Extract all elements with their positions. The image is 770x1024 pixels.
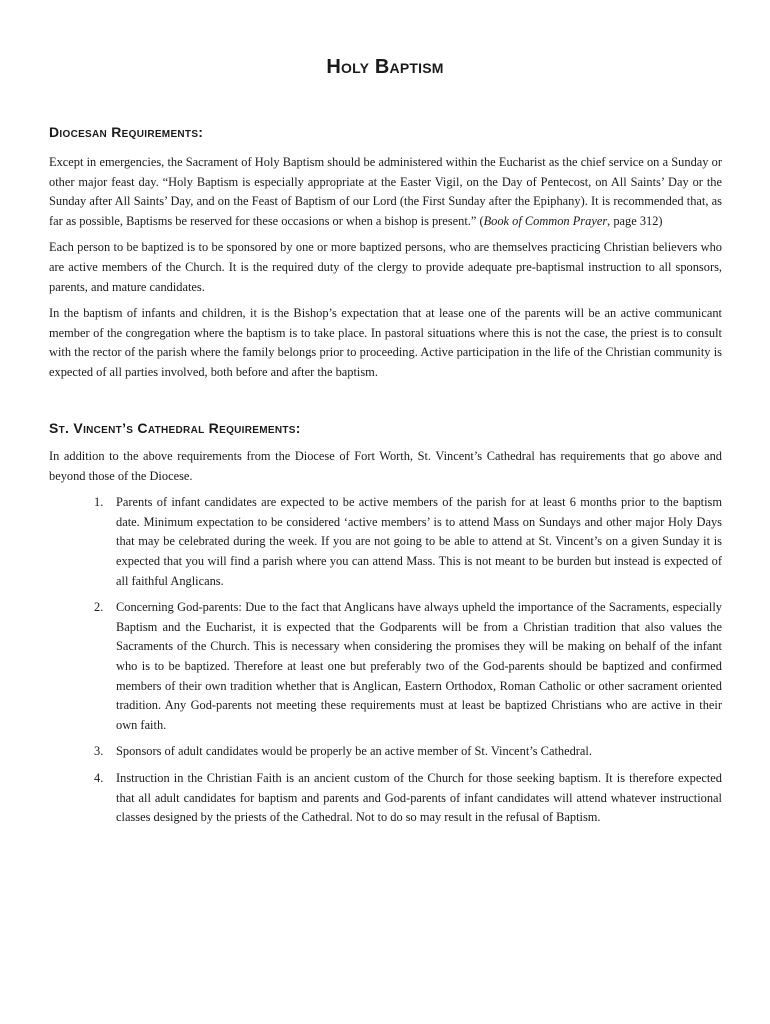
cathedral-heading: St. Vincent’s Cathedral Requirements: — [49, 420, 301, 436]
list-item-text: Instruction in the Christian Faith is an ancient custom of the Church for those seeking baptism. It is therefore expected that all adult candidates for baptism and parents and God-parents of infant candidates will attend whatever instructional classes designed by the priests of the Cathedral. Not to do so may result in the refusal of Baptism. — [116, 770, 722, 825]
requirements-list — [49, 493, 722, 828]
list-item-text: Parents of infant candidates are expected to be active members of the parish for at least 6 months prior to the baptism date. Minimum expectation to be considered ‘active members’ is to attend Mass on Sundays and other major Holy Days that may be celebrated during the week. If you are not going to be able to attend at St. Vincent’s on a given Sunday it is expected that you will find a parish where you can attend Mass. This is not meant to be burden but instead is expected of all faithful Anglicans. — [116, 495, 722, 588]
page-title: Holy Baptism — [326, 56, 444, 78]
list-item-text: Concerning God-parents: Due to the fact that Anglicans have always upheld the importance of the Sacraments, especially Baptism and the Eucharist, it is expected that the Godparents will be from a Christian tradition that also values the Sacraments of the Church. This is necessary when considering the promises they will be making on behalf of the infant who is to be baptized. Therefore at least one but preferably two of the God-parents should be baptized and confirmed members of their own tradition whether that is Anglican, Eastern Orthodox, Roman Catholic or other sacrament oriented tradition. Any God-parents not meeting these requirements must at least be baptized Christians who are active in their own faith. — [116, 600, 722, 732]
cathedral-section — [49, 420, 722, 835]
diocesan-paragraph-3: In the baptism of infants and children, it is the Bishop’s expectation that at lease one of the parents will be an active communicant member of the congregation where the baptism is to take place. In pastoral situations where this is not the case, the priest is to consult with the rector of the parish where the family belongs prior to proceeding. Active participation in the life of the Christian community is expected of all parties involved, both before and after the baptism. — [49, 306, 722, 379]
list-item — [49, 769, 722, 828]
list-item — [49, 742, 722, 762]
list-item — [49, 493, 722, 591]
list-item-number: 2. — [94, 600, 104, 615]
list-item-number: 1. — [94, 495, 104, 510]
list-item-text: Sponsors of adult candidates would be properly be an active member of St. Vincent’s Cathedral. — [116, 744, 592, 759]
book-title: Book of Common Prayer — [483, 213, 608, 228]
diocesan-heading: Diocesan Requirements: — [49, 124, 204, 140]
list-item-number: 3. — [94, 744, 104, 759]
list-item — [49, 598, 722, 735]
diocesan-section — [49, 124, 722, 390]
list-item-number: 4. — [94, 770, 104, 785]
cathedral-intro: In addition to the above requirements from the Diocese of Fort Worth, St. Vincent’s Cathedral has requirements that go above and beyond those of the Diocese. — [49, 449, 722, 483]
diocesan-paragraph-2: Each person to be baptized is to be sponsored by one or more baptized persons, who are themselves practicing Christian believers who are active members of the Church. It is the required duty of the clergy to provide adequate pre-baptismal instruction to all sponsors, parents, and mature candidates. — [49, 240, 722, 294]
diocesan-paragraph-1: Except in emergencies, the Sacrament of Holy Baptism should be administered within the Eucharist as the chief service on a Sunday or other major feast day. “Holy Baptism is especially appropriate at the Easter Vigil, on the Day of Pentecost, on All Saints’ Day or the Sunday after All Saints’ Day, and on the Feast of Baptism of our Lord (the First Sunday after the Epiphany). It is recommended that, as far as possible, Baptisms be reserved for these occasions or when a bishop is present.” (Book of Common Prayer, page 312) — [49, 155, 722, 228]
